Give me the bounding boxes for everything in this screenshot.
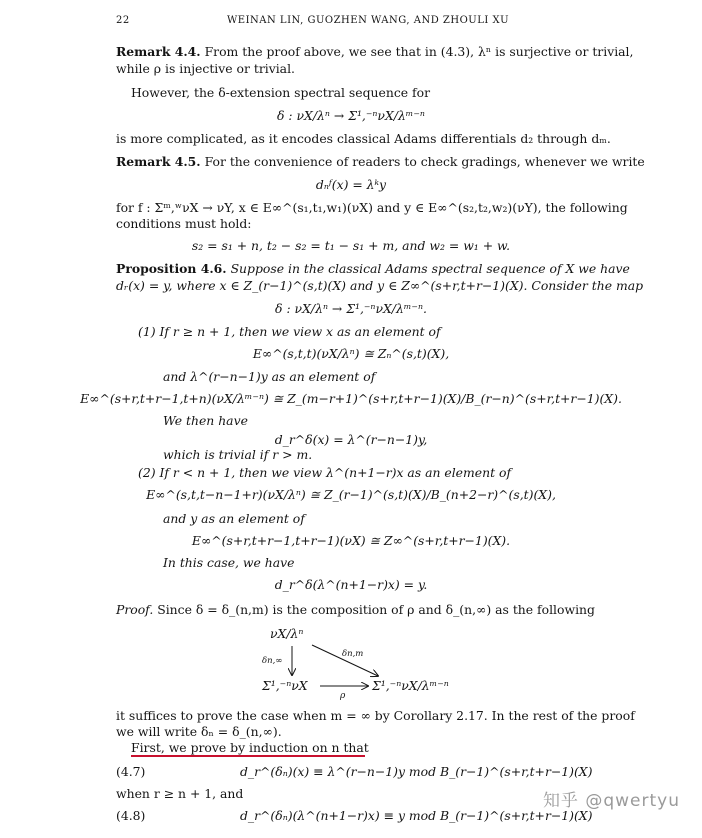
remark-4-4-label: Remark 4.4. (116, 44, 201, 59)
case1-intro: (1) If r ≥ n + 1, then we view x as an element of (138, 324, 441, 339)
eq-4-8: d_r^(δₙ)(λ^(n+1−r)x) ≡ y mod B_(r−1)^(s+r,t+r−1)(X) (240, 808, 593, 823)
remark-4-4-line1 (116, 44, 633, 60)
proof-line2: it suffices to prove the case when m = ∞ by Corollary 2.17. In the rest of the proof (116, 708, 635, 723)
red-underline (131, 755, 365, 757)
diagram-bottom-left-node: Σ¹,⁻ⁿνX (262, 678, 308, 693)
eq-4-7-number: (4.7) (116, 764, 146, 779)
prop-4-6-line1 (116, 261, 630, 277)
remark-4-5-line2: for f : Σᵐ,ʷνX → νY, x ∈ E∞^(s₁,t₁,w₁)(νX) and y ∈ E∞^(s₂,t₂,w₂)(νY), the following (116, 200, 628, 215)
prop-4-6-line2: dᵣ(x) = y, where x ∈ Z_(r−1)^(s,t)(X) and y ∈ Z∞^(s+r,t+r−1)(X). Consider the map (116, 278, 644, 293)
remark-4-5-line1 (116, 154, 645, 170)
remark-4-4-line4: is more complicated, as it encodes classical Adams differentials d₂ through dₘ. (116, 131, 611, 146)
prop-4-6-text1: Suppose in the classical Adams spectral sequence of X we have (230, 261, 630, 276)
remark-4-4-map-formula: δ : νX/λⁿ → Σ¹,⁻ⁿνX/λᵐ⁻ⁿ (277, 108, 425, 123)
case2-and: and y as an element of (163, 511, 305, 526)
remark-4-4-line3: However, the δ-extension spectral sequence for (131, 85, 431, 100)
diagram-top-node: νX/λⁿ (270, 626, 304, 641)
remark-4-4-line2: while ρ is injective or trivial. (116, 61, 295, 76)
remark-4-5-line3: conditions must hold: (116, 216, 252, 231)
prop-4-6-label: Proposition 4.6. (116, 261, 227, 276)
case2-formula1: E∞^(s,t,t−n−1+r)(νX/λⁿ) ≅ Z_(r−1)^(s,t)(X)/B_(n+2−r)^(s,t)(X), (146, 487, 556, 502)
remark-4-5-text1: For the convenience of readers to check gradings, whenever we write (204, 154, 645, 169)
remark-4-5-conditions: s₂ = s₁ + n, t₂ − s₂ = t₁ − s₁ + m, and w₂ = w₁ + w. (191, 238, 511, 253)
diagram-bottom-right-node: Σ¹,⁻ⁿνX/λᵐ⁻ⁿ (372, 678, 449, 693)
proof-text1: Since δ = δ_(n,m) is the composition of ρ and δ_(n,∞) as the following (157, 602, 595, 617)
remark-4-4-text1: From the proof above, we see that in (4.3), λⁿ is surjective or trivial, (204, 44, 634, 59)
commutative-diagram (0, 622, 702, 702)
bottom-arrow-label: ρ (340, 691, 346, 701)
case1-and: and λ^(r−n−1)y as an element of (163, 369, 376, 384)
eq-4-8-number: (4.8) (116, 808, 146, 823)
running-title: WEINAN LIN, GUOZHEN WANG, AND ZHOULI XU (227, 15, 510, 26)
case2-formula3: d_r^δ(λ^(n+1−r)x) = y. (274, 577, 428, 592)
page-number: 22 (116, 15, 130, 26)
case1-formula3: d_r^δ(x) = λ^(r−n−1)y, (274, 432, 428, 447)
proof-line4: First, we prove by induction on n that (131, 740, 369, 755)
diagonal-arrow-label: δn,m (342, 649, 364, 659)
case1-then: We then have (163, 413, 248, 428)
case2-intro: (2) If r < n + 1, then we view λ^(n+1−r)x as an element of (138, 465, 512, 480)
case1-formula1: E∞^(s,t,t)(νX/λⁿ) ≅ Zₙ^(s,t)(X), (252, 346, 450, 361)
proof-line5: when r ≥ n + 1, and (116, 786, 244, 801)
case1-formula2: E∞^(s+r,t+r−1,t+n)(νX/λᵐ⁻ⁿ) ≅ Z_(m−r+1)^(s+r,t+r−1)(X)/B_(r−n)^(s+r,t+r−1)(X). (80, 391, 622, 406)
proof-line1 (116, 602, 595, 618)
case2-formula2: E∞^(s+r,t+r−1,t+r−1)(νX) ≅ Z∞^(s+r,t+r−1)(X). (191, 533, 511, 548)
eq-4-7: d_r^(δₙ)(x) ≡ λ^(r−n−1)y mod B_(r−1)^(s+r,t+r−1)(X) (240, 764, 593, 779)
prop-4-6-map: δ : νX/λⁿ → Σ¹,⁻ⁿνX/λᵐ⁻ⁿ. (275, 301, 427, 316)
left-arrow-label: δn,∞ (262, 656, 283, 666)
case1-trivial: which is trivial if r > m. (163, 447, 313, 462)
remark-4-5-formula: dₙᶠ(x) = λᵏy (315, 177, 387, 192)
remark-4-5-label: Remark 4.5. (116, 154, 201, 169)
proof-label: Proof. (116, 602, 154, 617)
watermark: 知乎 @qwertyu (542, 791, 680, 811)
proof-line3: we will write δₙ = δ_(n,∞). (116, 724, 282, 739)
case2-intro2: In this case, we have (163, 555, 295, 570)
